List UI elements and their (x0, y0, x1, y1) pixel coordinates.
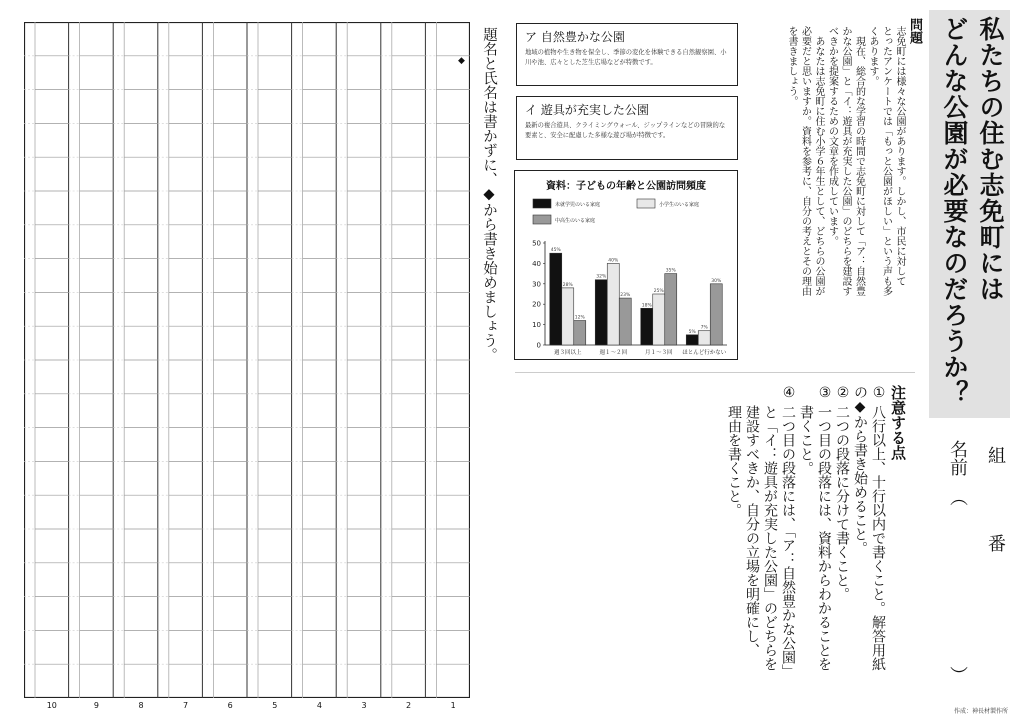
problem-line: 現在、総合的な学習の時間で志免町に対して「ア：自然豊 (853, 26, 865, 296)
y-tick-label: 20 (532, 300, 541, 309)
problem-line: を書きましょう。 (786, 26, 797, 106)
page-title-line-2: どんな公園が必要なのだろうか？ (940, 16, 969, 406)
park-card-body: 最新の複合遊具、クライミングウォール、ジップラインなどの冒険的な要素と、安全に配慮した多様な遊び場が特徴です。 (525, 122, 726, 139)
note-line: 一つ目の段落には、資料からわかることを (816, 405, 832, 671)
writing-instruction: 題名と氏名は書かずに、◆から書き始めましょう。 (481, 27, 497, 362)
name-paren-close: ） (947, 666, 968, 684)
legend-label: 小学生のいる家庭 (659, 202, 700, 208)
chart-bar (710, 284, 722, 345)
problem-line: とったアンケートでは「もっと公園がほしい」という声も多 (880, 26, 892, 296)
column-number: 3 (361, 701, 367, 710)
chart-bar (574, 321, 586, 345)
park-card-title: ア 自然豊かな公園 (525, 30, 625, 44)
problem-line: くあります。 (867, 26, 878, 86)
note-marker: ④ (781, 385, 797, 401)
chart-svg (515, 171, 736, 358)
problem-line: あなたは志免町に住む小学６年生として、どちらの公園が (813, 26, 824, 296)
bar-data-label: 28% (562, 282, 573, 288)
column-number: 9 (93, 701, 99, 710)
note-line: 建設すべきか、自分の立場を明確にし、 (744, 405, 760, 657)
note-line: 八行以上、十行以内で書くこと。解答用紙 (870, 405, 886, 671)
bar-data-label: 18% (641, 303, 652, 309)
name-area (932, 430, 1010, 700)
park-card-title: イ 遊具が充実した公園 (525, 103, 649, 117)
note-line: の◆から書き始めること。 (852, 385, 868, 555)
bar-data-label: 30% (711, 278, 722, 284)
chart-bar (686, 335, 698, 345)
bar-data-label: 35% (665, 268, 676, 274)
note-line: 理由を書くこと。 (726, 405, 742, 517)
note-marker: ② (835, 385, 851, 401)
chart-bar (550, 253, 562, 345)
name-paren-open: （ (947, 488, 968, 506)
chart-bar (698, 331, 710, 345)
note-line: 二つの段落に分けて書くこと。 (834, 405, 850, 601)
legend-label: 未就学児のいる家庭 (555, 202, 601, 208)
column-number: 4 (316, 701, 322, 710)
column-number: 6 (227, 701, 233, 710)
bar-data-label: 45% (550, 248, 561, 254)
credit-text: 作成：神長材製作所 (953, 708, 1008, 715)
bar-data-label: 25% (653, 289, 664, 294)
chart-bar (665, 274, 677, 345)
page-title-line-1: 私たちの住む志免町には (976, 16, 1005, 302)
column-number: 5 (272, 701, 278, 710)
chart-bar (562, 288, 574, 345)
x-tick-label: 月１〜３回 (644, 350, 673, 356)
chart-bar (607, 263, 619, 345)
legend-label: 中高生のいる家庭 (555, 218, 596, 224)
chart-bar (619, 298, 631, 345)
chart-title: 資料：子どもの年齢と公園訪問頻度 (546, 181, 706, 192)
column-number: 2 (406, 701, 412, 710)
column-number: 8 (138, 701, 144, 710)
bar-data-label: 23% (620, 293, 631, 299)
title-band (929, 10, 1010, 418)
note-line: 書くこと。 (798, 405, 814, 475)
note-line: 二つ目の段落には、「ア：自然豊かな公園」 (780, 405, 796, 678)
y-tick-label: 50 (532, 239, 541, 248)
chart-bar (653, 294, 665, 345)
y-tick-label: 10 (532, 321, 541, 330)
name-label: 名前 (947, 440, 968, 476)
problem-body (785, 26, 907, 356)
section-divider (515, 372, 915, 373)
note-line: と「イ：遊具が充実した公園」のどちらを (762, 405, 778, 671)
bar-data-label: 40% (608, 258, 619, 264)
legend-swatch (533, 199, 551, 208)
bar-data-label: 12% (574, 315, 585, 321)
number-label: 番 (988, 534, 1006, 555)
chart-box (514, 170, 738, 360)
note-marker: ③ (817, 385, 833, 401)
y-tick-label: 0 (536, 341, 541, 350)
column-number: 7 (183, 701, 189, 710)
problem-heading: 問題 (907, 18, 922, 44)
notes-heading: 注意する点 (889, 385, 907, 460)
chart-bar (595, 280, 607, 345)
bar-data-label: 32% (596, 274, 607, 280)
park-card-playground (516, 96, 738, 160)
problem-line: かな公園」と「イ：遊具が充実した公園」のどちらを建設す (840, 26, 851, 296)
problem-line: 必要だと思いますか。資料を参考に、自分の考えとその理由 (799, 26, 811, 296)
start-marker-icon: ◆ (458, 56, 465, 66)
y-tick-label: 30 (532, 280, 541, 289)
bar-data-label: 7% (700, 325, 708, 331)
problem-line: 志免町には様々な公園があります。しかし、市民に対して (894, 26, 905, 286)
legend-swatch (637, 199, 655, 208)
x-tick-label: 週１〜２回 (599, 350, 628, 356)
x-tick-label: 週３回以上 (553, 350, 582, 356)
y-tick-label: 40 (532, 259, 541, 268)
legend-swatch (533, 215, 551, 224)
answer-grid[interactable] (24, 22, 470, 698)
park-card-body: 地域の植物や生き物を保全し、季節の変化を体験できる自然観察園、小川や池、広々とした芝生広場などが特徴です。 (525, 49, 727, 66)
problem-line: べきかを提案するための文章を作成しています。 (826, 26, 838, 246)
note-marker: ① (871, 385, 887, 401)
column-number: 1 (450, 701, 456, 710)
x-tick-label: ほとんど行かない (682, 350, 727, 356)
class-label: 組 (988, 446, 1006, 467)
bar-data-label: 5% (688, 329, 696, 335)
park-card-nature (516, 23, 738, 86)
chart-bar (641, 308, 653, 345)
column-number: 10 (46, 701, 57, 710)
